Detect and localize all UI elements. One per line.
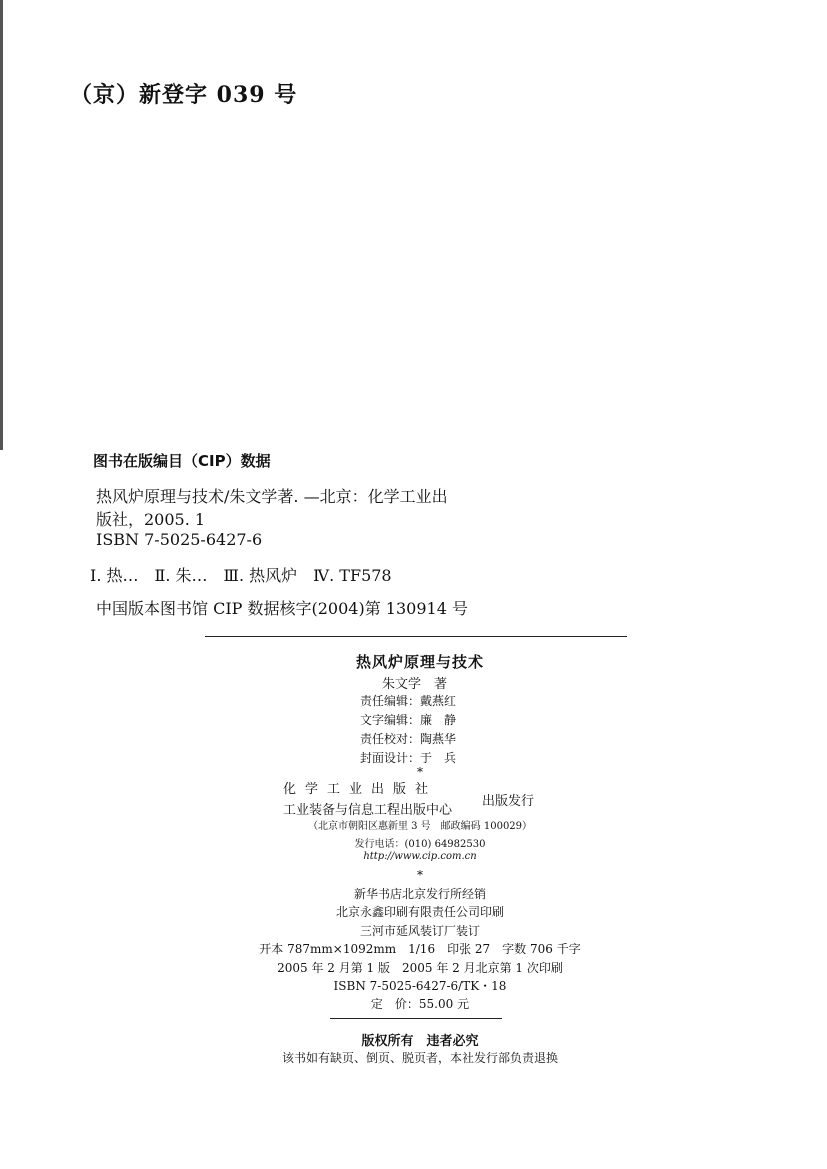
- bottom-divider: [330, 1018, 502, 1019]
- distributor: 新华书店北京发行所经销: [353, 887, 486, 901]
- cip-subject-headings: Ⅰ. 热… Ⅱ. 朱… Ⅲ. 热风炉 Ⅳ. TF578: [90, 566, 392, 585]
- publishing-permit: （京）新登字 039 号: [70, 82, 298, 108]
- separator-star-2: *: [417, 868, 423, 882]
- distribution-phone: 发行电话：(010) 64982530: [354, 839, 486, 850]
- cip-description-line2: 版社，2005. 1: [96, 510, 206, 529]
- top-divider: [205, 636, 627, 637]
- return-policy: 该书如有缺页、倒页、脱页者，本社发行部负责退换: [281, 1051, 558, 1065]
- publisher-name: 化学工业出版社: [283, 782, 438, 797]
- book-title: 热风炉原理与技术: [355, 653, 484, 671]
- full-isbn: ISBN 7-5025-6427-6/TK・18: [333, 979, 507, 993]
- proofreader: 责任校对：陶燕华: [360, 732, 457, 746]
- price: 定 价：55.00 元: [370, 997, 470, 1011]
- edition-info: 2005 年 2 月第 1 版 2005 年 2 月北京第 1 次印刷: [277, 961, 563, 975]
- publisher-suffix: 出版发行: [482, 794, 535, 809]
- cip-heading: 图书在版编目（CIP）数据: [93, 452, 271, 470]
- text-editor: 文字编辑：廉 静: [360, 713, 457, 727]
- binder: 三河市延风装订厂装订: [359, 924, 480, 938]
- printer: 北京永鑫印刷有限责任公司印刷: [335, 905, 504, 919]
- page-edge-line: [0, 0, 3, 450]
- responsible-editor: 责任编辑：戴燕红: [360, 694, 457, 708]
- cip-isbn: ISBN 7-5025-6427-6: [96, 530, 263, 549]
- cover-designer: 封面设计：于 兵: [360, 751, 457, 765]
- separator-star-1: *: [417, 765, 423, 779]
- book-format: 开本 787mm×1092mm 1/16 印张 27 字数 706 千字: [259, 942, 581, 956]
- cip-description-line1: 热风炉原理与技术/朱文学著. —北京：化学工业出: [96, 487, 448, 506]
- author: 朱文学 著: [382, 677, 448, 692]
- copyright-notice: 版权所有 违者必究: [361, 1034, 479, 1049]
- publisher-url: http://www.cip.com.cn: [363, 851, 477, 862]
- publisher-address: （北京市朝阳区惠新里 3 号 邮政编码 100029）: [307, 821, 533, 832]
- cip-record-number: 中国版本图书馆 CIP 数据核字(2004)第 130914 号: [96, 599, 468, 618]
- publisher-center: 工业装备与信息工程出版中心: [283, 803, 453, 818]
